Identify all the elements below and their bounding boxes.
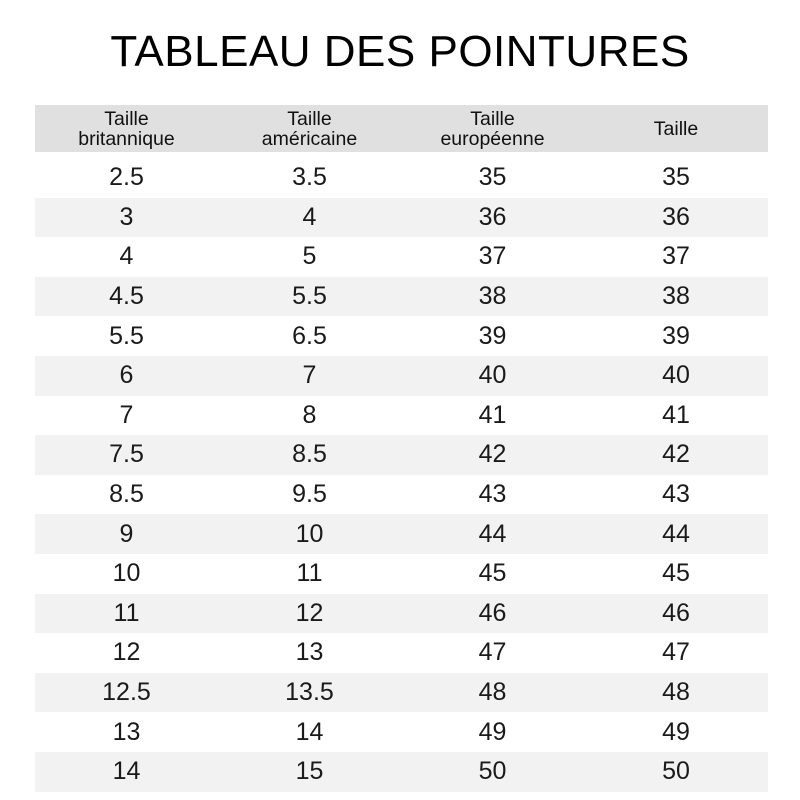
table-cell: 8.5 <box>292 440 327 469</box>
table-row <box>35 633 768 673</box>
table-cell: 48 <box>662 678 690 707</box>
table-cell: 50 <box>478 757 507 786</box>
table-row <box>35 594 768 634</box>
table-cell: 7.5 <box>109 440 144 469</box>
table-row <box>35 514 768 554</box>
table-cell: 5.5 <box>109 321 144 350</box>
table-cell: 47 <box>478 638 507 667</box>
header-cell-line: britannique <box>78 127 175 150</box>
table-cell: 45 <box>662 559 690 588</box>
table-cell: 10 <box>295 519 324 548</box>
table-cell: 9.5 <box>292 480 327 509</box>
table-row <box>35 396 768 436</box>
header-cell <box>401 109 584 149</box>
table-cell: 35 <box>662 163 690 192</box>
table-cell: 39 <box>478 321 507 350</box>
header-cell-line: américaine <box>261 127 358 150</box>
table-header <box>35 105 768 152</box>
table-cell: 38 <box>478 282 507 311</box>
table-cell: 43 <box>662 480 690 509</box>
table-cell: 4 <box>119 242 134 271</box>
table-cell: 41 <box>478 400 507 429</box>
table-cell: 3 <box>119 202 134 231</box>
table-cell: 37 <box>662 242 690 271</box>
table-row <box>35 435 768 475</box>
table-cell: 12 <box>112 638 141 667</box>
table-row <box>35 277 768 317</box>
table-cell: 37 <box>478 242 507 271</box>
header-cell-line: Taille <box>104 107 149 130</box>
table-row <box>35 752 768 792</box>
table-cell: 2.5 <box>109 163 144 192</box>
table-cell: 40 <box>662 361 690 390</box>
table-cell: 8.5 <box>109 480 144 509</box>
table-cell: 46 <box>662 598 690 627</box>
table-cell: 39 <box>662 321 690 350</box>
table-row <box>35 316 768 356</box>
page-title: TABLEAU DES POINTURES <box>110 27 690 76</box>
table-row <box>35 198 768 238</box>
table-cell: 49 <box>478 717 507 746</box>
table-cell: 40 <box>478 361 507 390</box>
table-cell: 48 <box>478 678 507 707</box>
table-row <box>35 554 768 594</box>
table-cell: 6 <box>119 361 134 390</box>
table-cell: 42 <box>662 440 690 469</box>
table-row <box>35 673 768 713</box>
table-cell: 42 <box>478 440 507 469</box>
table-row <box>35 158 768 198</box>
table-cell: 46 <box>478 598 507 627</box>
header-cell-line: Taille <box>653 117 699 140</box>
table-cell: 6.5 <box>292 321 327 350</box>
table-cell: 13 <box>295 638 324 667</box>
header-cell <box>218 109 401 149</box>
table-cell: 10 <box>112 559 141 588</box>
table-cell: 15 <box>295 757 324 786</box>
table-cell: 12 <box>295 598 324 627</box>
table-cell: 7 <box>119 400 134 429</box>
table-cell: 44 <box>662 519 690 548</box>
table-cell: 38 <box>662 282 690 311</box>
table-row <box>35 475 768 515</box>
table-cell: 5 <box>302 242 317 271</box>
table-cell: 45 <box>478 559 507 588</box>
header-cell-line: Taille <box>470 107 515 130</box>
table-cell: 44 <box>478 519 507 548</box>
table-cell: 7 <box>302 361 317 390</box>
table-cell: 4.5 <box>109 282 144 311</box>
table-cell: 41 <box>662 400 690 429</box>
table-cell: 35 <box>478 163 507 192</box>
table-cell: 4 <box>302 202 317 231</box>
header-cell <box>35 109 218 149</box>
header-cell <box>584 119 768 139</box>
table-cell: 11 <box>113 598 140 627</box>
table-cell: 12.5 <box>102 678 151 707</box>
table-cell: 50 <box>662 757 690 786</box>
table-cell: 13 <box>112 717 141 746</box>
table-cell: 49 <box>662 717 690 746</box>
table-cell: 9 <box>119 519 134 548</box>
table-body <box>35 158 768 792</box>
table-cell: 5.5 <box>292 282 327 311</box>
table-cell: 14 <box>112 757 141 786</box>
table-cell: 36 <box>478 202 507 231</box>
table-cell: 43 <box>478 480 507 509</box>
table-row <box>35 712 768 752</box>
table-cell: 36 <box>662 202 690 231</box>
table-row <box>35 237 768 277</box>
table-cell: 13.5 <box>285 678 334 707</box>
table-cell: 3.5 <box>292 163 327 192</box>
header-cell-line: Taille <box>287 107 332 130</box>
table-cell: 14 <box>295 717 324 746</box>
table-cell: 8 <box>302 400 317 429</box>
table-cell: 47 <box>662 638 690 667</box>
size-chart-table <box>35 105 768 792</box>
header-cell-line: européenne <box>440 127 545 150</box>
table-cell: 11 <box>296 559 323 588</box>
table-row <box>35 356 768 396</box>
